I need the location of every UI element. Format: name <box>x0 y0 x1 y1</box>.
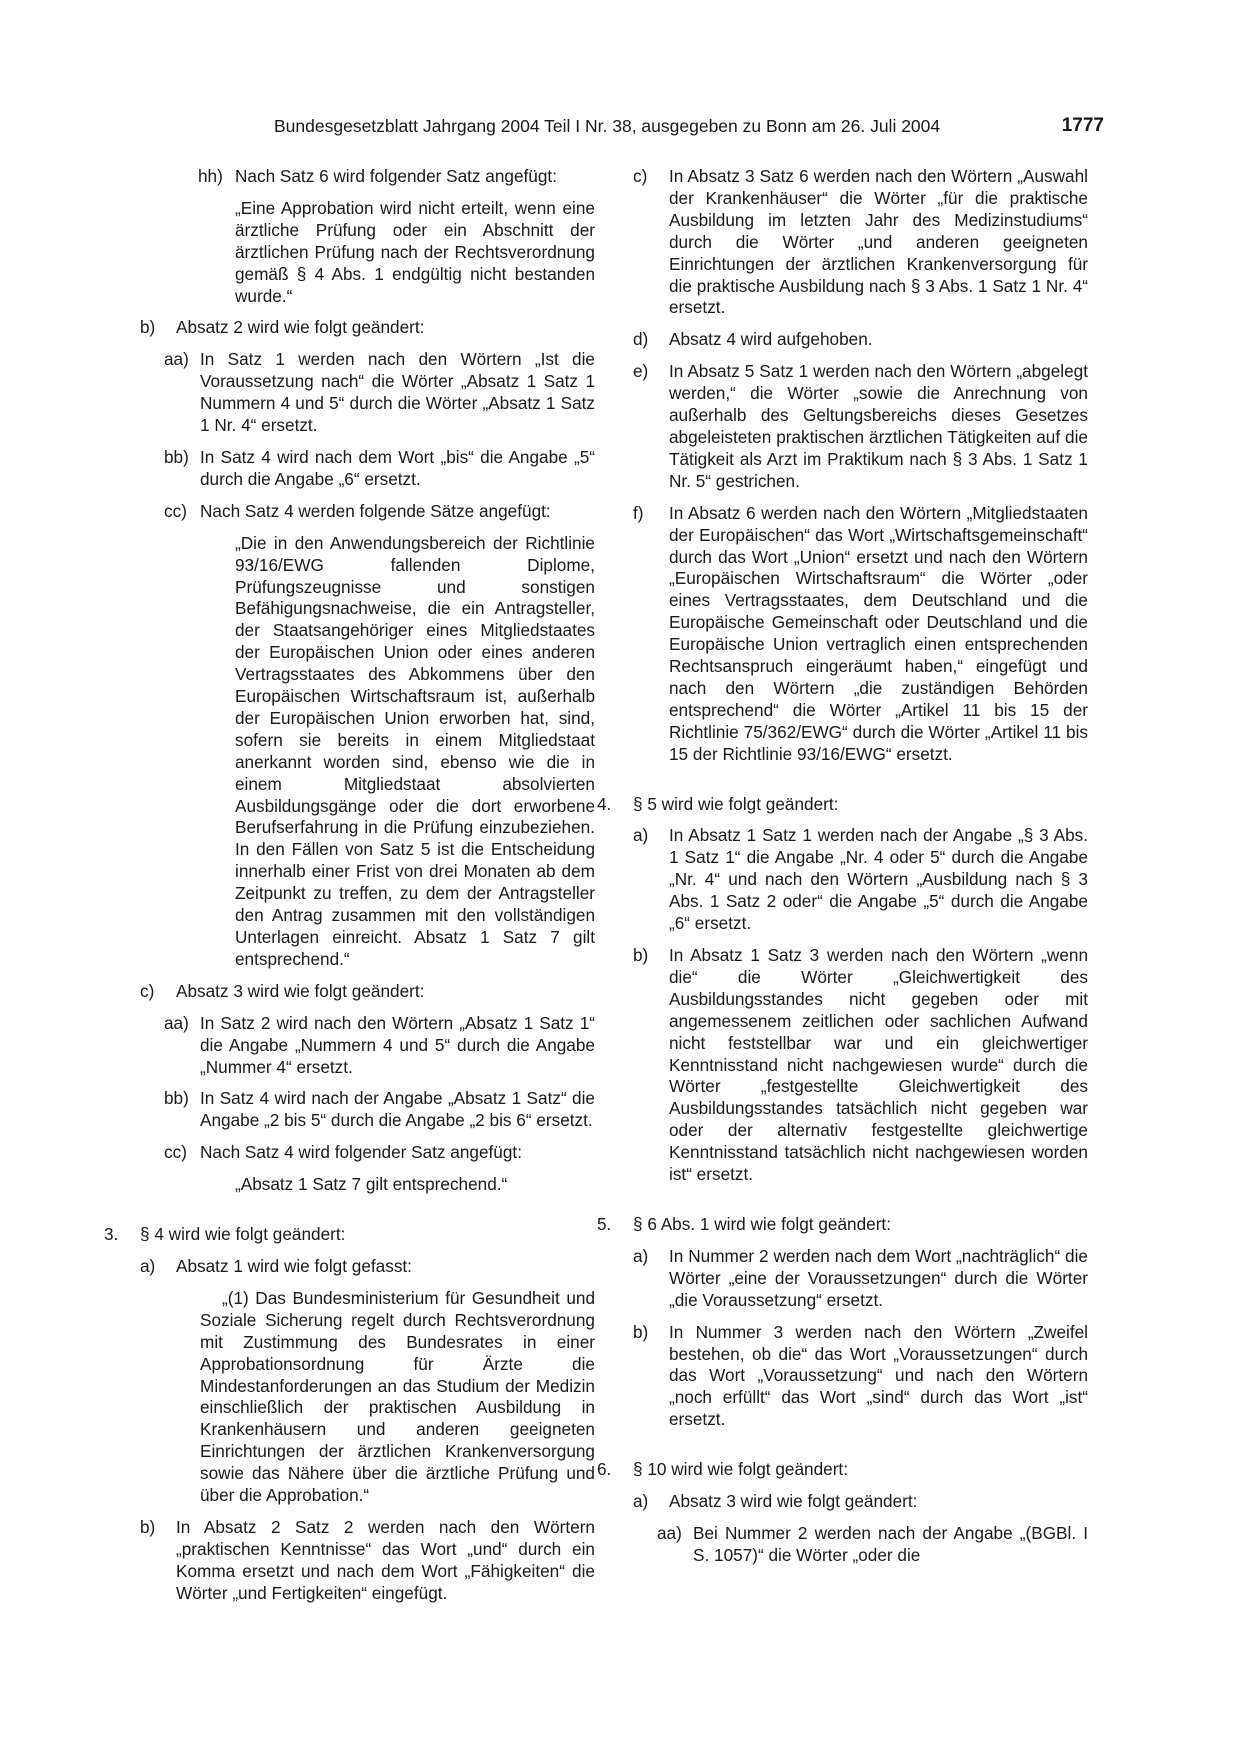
page-header <box>140 111 1104 141</box>
section-text: § 4 wird wie folgt geändert: <box>140 1224 346 1245</box>
item-label: a) <box>633 1245 649 1266</box>
list-item <box>140 349 595 437</box>
list-item <box>140 447 595 491</box>
item-text: In Absatz 1 Satz 3 werden nach den Wörtern „wenn die“ die Wörter „Gleichwertigkeit des Ausbildungsstandes nicht gegeben oder mit angemessenem zeitlichen oder sachlichen Aufwand nicht feststellbar war und ein gleichwertiger Kenntnisstand nicht nachgewiesen wurde“ durch die Wörter „festgestellte Gleichwertigkeit des Ausbildungsstandes tatsächlich nicht gegeben war oder der alternativ festgestellte gleichwertige Kenntnisstand tatsächlich nicht nachgewiesen worden ist“ ersetzt. <box>669 945 1088 1185</box>
item-text: Nach Satz 4 wird folgender Satz angefügt: <box>200 1142 522 1163</box>
item-label: a) <box>633 825 649 846</box>
item-text: In Satz 1 werden nach den Wörtern „Ist die Voraussetzung nach“ die Wörter „Absatz 1 Satz 1 Nummern 4 und 5“ durch die Wörter „Absatz 1 Satz 1 Nr. 4“ ersetzt. <box>200 349 595 436</box>
section-number: 4. <box>597 793 612 814</box>
list-item <box>633 1322 1088 1432</box>
item-label: hh) <box>198 166 223 186</box>
section-item <box>597 1459 1088 1481</box>
item-text: In Satz 4 wird nach dem Wort „bis“ die Angabe „5“ durch die Angabe „6“ ersetzt. <box>200 446 595 489</box>
list-item <box>140 166 595 188</box>
item-text: Absatz 4 wird aufgehoben. <box>669 329 873 350</box>
item-text: Absatz 2 wird wie folgt geändert: <box>176 317 425 338</box>
list-item <box>633 945 1088 1186</box>
list-item <box>633 361 1088 492</box>
section-number: 5. <box>597 1213 612 1234</box>
item-label: c) <box>633 166 648 186</box>
list-item <box>140 501 595 523</box>
item-label: aa) <box>164 1012 189 1033</box>
header-title: Bundesgesetzblatt Jahrgang 2004 Teil I Nr. 38, ausgegeben zu Bonn am 26. Juli 2004 <box>274 116 941 136</box>
page-number: 1777 <box>1061 115 1104 136</box>
list-item <box>633 1491 1088 1513</box>
quoted-text: „(1) Das Bundesministerium für Gesundheit und Soziale Sicherung regelt durch Rechtsverordnung mit Zustimmung des Bundesrates in einer Approbationsordnung für Ärzte die Mindestanforderungen an das Studium der Medizin einschließlich der praktischen Ausbildung in Krankenhäusern und anderen geeigneten Einrichtungen der ärztlichen Krankenversorgung sowie das Nähere über die ärztliche Prüfung und über die Approbation.“ <box>200 1287 595 1506</box>
list-item <box>140 1142 595 1164</box>
item-label: aa) <box>164 349 189 370</box>
list-item <box>633 825 1088 935</box>
item-label: b) <box>633 945 649 965</box>
item-label: b) <box>633 1321 649 1342</box>
item-text: Absatz 3 wird wie folgt geändert: <box>176 980 425 1001</box>
item-text: In Nummer 2 werden nach dem Wort „nachträglich“ die Wörter „eine der Voraussetzungen“ durch die Wörter „die Voraussetzung“ ersetzt. <box>669 1245 1088 1310</box>
item-label: aa) <box>657 1522 682 1543</box>
list-item <box>633 1523 1088 1567</box>
item-text: In Satz 4 wird nach der Angabe „Absatz 1 Satz“ die Angabe „2 bis 5“ durch die Angabe „2 bis 6“ ersetzt. <box>200 1088 595 1131</box>
item-text: Absatz 3 wird wie folgt geändert: <box>669 1491 918 1512</box>
right-column <box>597 166 1088 1577</box>
item-text: In Absatz 2 Satz 2 werden nach den Wörtern „praktischen Kenntnisse“ das Wort „und“ durch ein Komma ersetzt und nach dem Wort „Fähigkeiten“ die Wörter „und Fertigkeiten“ eingefügt. <box>176 1516 595 1603</box>
quoted-text: „Die in den Anwendungsbereich der Richtlinie 93/16/EWG fallenden Diplome, Prüfungszeugnisse und sonstigen Befähigungsnachweise, die ein Antragsteller, der Staatsangehöriger eines Mitgliedstaates der Europäischen Union oder eines anderen Vertragsstaates des Abkommens über den Europäischen Wirtschaftsraum ist, außerhalb der Europäischen Union erworben hat, sind, sofern sie bereits in einem Mitgliedstaat anerkannt worden sind, ebenso wie die in einem Mitgliedstaat absolvierten Ausbildungsgänge oder die dort erworbene Berufserfahrung in die Prüfung einzubeziehen. In den Fällen von Satz 5 ist die Entscheidung innerhalb einer Frist von drei Monaten ab dem Zeitpunkt zu treffen, zu dem der Antragsteller den Antrag zusammen mit den vollständigen Unterlagen einreicht. Absatz 1 Satz 7 gilt entsprechend.“ <box>235 532 595 969</box>
section-text: § 6 Abs. 1 wird wie folgt geändert: <box>633 1213 891 1234</box>
item-label: d) <box>633 329 649 350</box>
quoted-text: „Absatz 1 Satz 7 gilt entsprechend.“ <box>235 1174 508 1195</box>
section-text: § 10 wird wie folgt geändert: <box>633 1459 848 1480</box>
section-number: 6. <box>597 1459 612 1480</box>
item-label: e) <box>633 361 649 382</box>
item-label: a) <box>633 1491 649 1512</box>
list-item <box>140 981 595 1003</box>
section-item <box>104 1224 595 1246</box>
list-item <box>633 503 1088 766</box>
item-text: In Absatz 3 Satz 6 werden nach den Wörtern „Auswahl der Krankenhäuser“ die Wörter „für die praktische Ausbildung im letzten Jahr des Medizinstudiums“ durch die Wörter „und anderen geeigneten Einrichtungen der ärztlichen Krankenversorgung für die praktische Ausbildung nach § 3 Abs. 1 Satz 1 Nr. 4“ ersetzt. <box>669 166 1088 318</box>
list-item <box>140 1517 595 1605</box>
item-text: Nach Satz 6 wird folgender Satz angefügt: <box>235 166 557 186</box>
item-text: In Absatz 6 werden nach den Wörtern „Mitgliedstaaten der Europäischen“ das Wort „Wirtschaftsgemeinschaft“ durch das Wort „Union“ ersetzt und nach den Wörtern „Europäischen Wirtschaftsraum“ die Wörter „oder eines Vertragsstaates, dem Deutschland und die Europäische Gemeinschaft oder Deutschland und die Europäische Union vertraglich einen entsprechenden Rechtsanspruch eingeräumt haben,“ eingefügt und nach den Wörtern „die zuständigen Behörden entsprechend“ die Wörter „Artikel 11 bis 15 der Richtlinie 75/362/EWG“ durch die Wörter „Artikel 11 bis 15 der Richtlinie 93/16/EWG“ ersetzt. <box>669 502 1088 764</box>
list-item <box>633 1246 1088 1312</box>
item-label: bb) <box>164 1088 189 1109</box>
item-text: In Nummer 3 werden nach den Wörtern „Zweifel bestehen, ob die“ das Wort „Voraussetzungen“ durch das Wort „Voraussetzung“ und nach den Wörtern „noch erfüllt“ das Wort „sind“ durch das Wort „ist“ ersetzt. <box>669 1321 1088 1430</box>
list-item <box>633 166 1088 319</box>
item-label: a) <box>140 1255 156 1276</box>
item-label: b) <box>140 1516 156 1537</box>
list-item <box>633 329 1088 351</box>
item-text: In Absatz 1 Satz 1 werden nach der Angabe „§ 3 Abs. 1 Satz 1“ die Angabe „Nr. 4 oder 5“ durch die Angabe „Nr. 4“ und nach den Wörtern „Ausbildung nach § 3 Abs. 1 Satz 2 oder“ die Angabe „5“ durch die Angabe „6“ ersetzt. <box>669 825 1088 934</box>
item-label: bb) <box>164 446 189 467</box>
item-text: Absatz 1 wird wie folgt gefasst: <box>176 1255 412 1276</box>
section-text: § 5 wird wie folgt geändert: <box>633 793 839 814</box>
item-text: In Absatz 5 Satz 1 werden nach den Wörtern „abgelegt werden,“ die Wörter „sowie die Anrechnung von außerhalb des Geltungsbereichs dieses Gesetzes abgeleisteten praktischen ärztlichen Tätigkeiten auf die Tätigkeit als Arzt im Praktikum nach § 3 Abs. 1 Satz 1 Nr. 5“ gestrichen. <box>669 361 1088 491</box>
item-label: cc) <box>164 1142 187 1163</box>
item-label: b) <box>140 317 156 338</box>
list-item <box>140 1088 595 1132</box>
item-text: In Satz 2 wird nach den Wörtern „Absatz 1 Satz 1“ die Angabe „Nummern 4 und 5“ durch die Angabe „Nummer 4“ ersetzt. <box>200 1012 595 1077</box>
item-label: c) <box>140 980 155 1001</box>
left-column <box>104 166 595 1615</box>
list-item <box>140 1013 595 1079</box>
section-number: 3. <box>104 1224 119 1245</box>
quoted-text: „Eine Approbation wird nicht erteilt, wenn eine ärztliche Prüfung oder ein Abschnitt der ärztlichen Prüfung nach der Rechtsverordnung gemäß § 4 Abs. 1 endgültig nicht bestanden wurde.“ <box>235 197 595 306</box>
item-text: Bei Nummer 2 werden nach der Angabe „(BGBl. I S. 1057)“ die Wörter „oder die <box>693 1522 1088 1565</box>
item-text: Nach Satz 4 werden folgende Sätze angefügt: <box>200 500 551 521</box>
list-item <box>140 1256 595 1278</box>
item-label: f) <box>633 502 644 523</box>
list-item <box>140 317 595 339</box>
section-item <box>597 1214 1088 1236</box>
section-item <box>597 794 1088 816</box>
item-label: cc) <box>164 500 187 521</box>
